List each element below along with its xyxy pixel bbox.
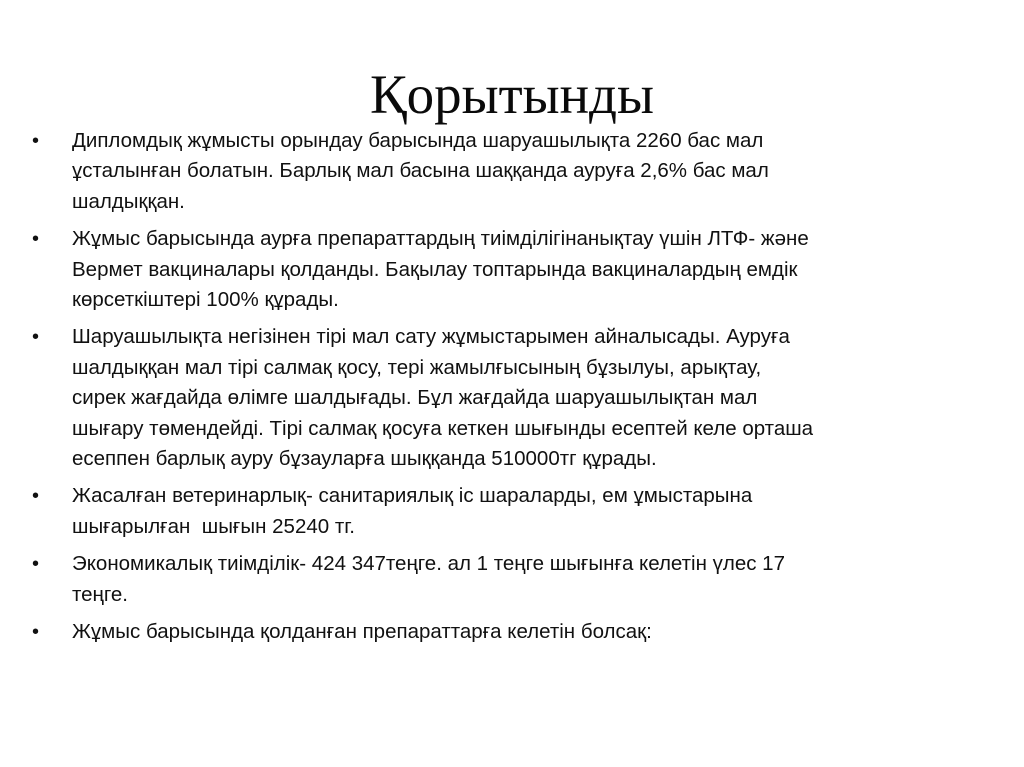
bullet-icon: • [32, 130, 40, 152]
bullet-text-line: Жұмыс барысында аурға препараттардың тиімділігінанықтау үшін ЛТФ- және [72, 227, 809, 251]
bullet-text-line: шалдыққан. [72, 189, 185, 213]
bullet-icon: • [32, 485, 40, 508]
bullet-icon: • [32, 326, 40, 349]
bullet-icon: • [32, 553, 40, 576]
slide-title: Қорытынды [370, 64, 654, 125]
bullet-icon: • [32, 621, 40, 644]
bullet-item [30, 224, 960, 315]
bullet-text-line: Вермет вакциналары қолданды. Бақылау топтарында вакциналардың емдік [72, 257, 798, 281]
bullet-text-line: ұсталынған болатын. Барлық мал басына шаққанда ауруға 2,6% бас мал [72, 159, 769, 183]
bullet-item [30, 322, 960, 474]
bullet-icon: • [32, 228, 40, 251]
bullet-item [30, 481, 960, 542]
bullet-text-line: көрсеткіштері 100% құрады. [72, 288, 339, 312]
bullet-text-line: Экономикалық тиімділік- 424 347теңге. ал 1 теңге шығынға келетін үлес 17 [72, 552, 785, 576]
bullet-text-line: шығару төмендейді. Тірі салмақ қосуға кеткен шығынды есептей келе орташа [72, 416, 814, 440]
bullet-item [30, 617, 960, 647]
bullet-item [30, 549, 960, 610]
bullet-text-line: Жұмыс барысында қолданған препараттарға келетін болсақ: [72, 620, 652, 644]
bullet-text-line: шығарылған шығын 25240 тг. [72, 514, 355, 538]
bullet-text-line: шалдыққан мал тірі салмақ қосу, тері жамылғысының бұзылуы, арықтау, [72, 355, 762, 379]
bullet-list [30, 126, 960, 655]
bullet-text-line: есеппен барлық ауру бұзауларға шыққанда 510000тг құрады. [72, 447, 657, 471]
bullet-text-line: теңге. [72, 582, 129, 606]
bullet-text-line: Жасалған ветеринарлық- санитариялық іс шараларды, ем ұмыстарына [72, 484, 753, 508]
bullet-text-line: Шаруашылықта негізінен тірі мал сату жұмыстарымен айналысады. Ауруға [72, 325, 790, 349]
bullet-item [30, 126, 960, 217]
bullet-text-line: сирек жағдайда өлімге шалдығады. Бұл жағдайда шаруашылықтан мал [72, 386, 758, 410]
bullet-text-line: Дипломдық жұмысты орындау барысында шаруашылықта 2260 бас мал [72, 129, 764, 152]
